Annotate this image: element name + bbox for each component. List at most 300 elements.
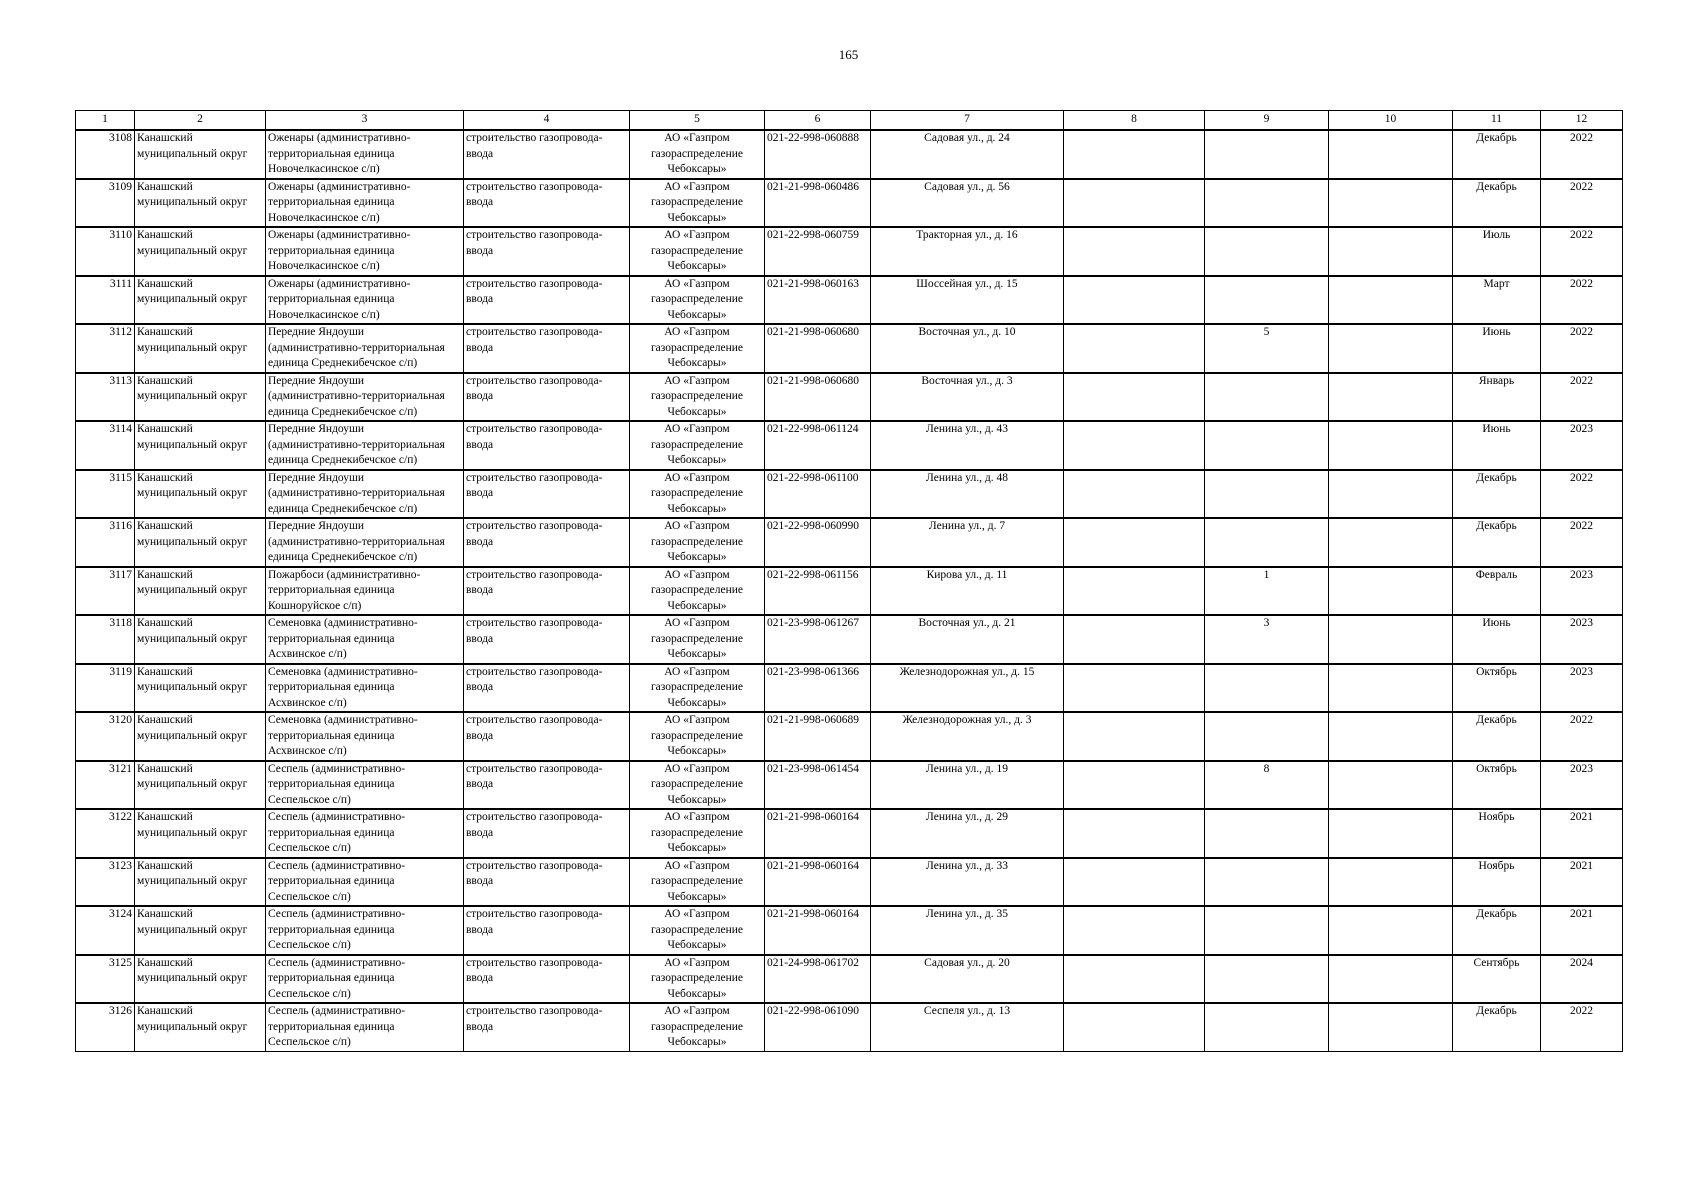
work-type-cell-line: строительство газопровода- [466,956,603,969]
column-header: 5 [630,111,765,131]
column-9-cell [1205,373,1329,422]
organization-cell-line: АО «Газпром [664,665,730,678]
settlement-cell-line: Оженары (административно- [268,180,411,193]
table-row [76,955,1623,1004]
column-10-cell [1329,518,1453,567]
organization-cell-line: АО «Газпром [664,714,730,726]
settlement-cell-line: Сеспель (административно- [268,762,406,775]
settlement-cell [266,712,464,761]
settlement-cell-line: Пожарбоси (административно- [268,568,421,581]
month-cell: Декабрь [1453,130,1541,179]
organization-cell-line: газораспределение [650,390,744,402]
settlement-cell-line: Сеспель (административно- [268,908,406,920]
settlement-cell-line: Сеспельское с/п) [268,1036,351,1048]
work-type-cell-line: строительство газопровода- [466,471,603,484]
work-type-cell-line: строительство газопровода- [466,714,603,726]
column-9-cell [1205,858,1329,907]
registry-code-cell: 021-21-998-060163 [765,276,871,325]
work-type-cell-line: ввода [466,826,494,839]
organization-cell [630,615,765,664]
district-cell-line: муниципальный округ [137,196,248,208]
address-cell: Восточная ул., д. 3 [871,373,1064,422]
table-row [76,227,1623,276]
organization-cell-line: Чебоксары» [667,987,727,1000]
column-9-cell [1205,955,1329,1004]
organization-cell [630,470,765,519]
work-type-cell-line: ввода [466,341,494,354]
district-cell [135,227,266,276]
district-cell-line: муниципальный округ [137,293,248,305]
district-cell-line: муниципальный округ [137,1020,248,1033]
address-cell: Садовая ул., д. 20 [871,955,1064,1004]
year-cell: 2022 [1541,1003,1623,1051]
organization-cell-line: АО «Газпром [664,617,730,629]
work-type-cell-line: ввода [466,244,494,257]
organization-cell-line: газораспределение [650,341,744,354]
address-cell: Ленина ул., д. 33 [871,858,1064,907]
column-8-cell [1064,858,1205,907]
organization-cell-line: Чебоксары» [667,357,727,369]
column-10-cell [1329,906,1453,955]
column-9-cell [1205,179,1329,228]
settlement-cell-line: Передние Яндоуши [268,374,364,387]
column-header: 6 [765,111,871,131]
settlement-cell-line: Сеспель (административно- [268,811,406,823]
registry-code-cell: 021-21-998-060164 [765,858,871,907]
district-cell-line: Канашский [137,811,193,823]
column-header: 12 [1541,111,1623,131]
organization-cell-line: газораспределение [650,438,744,451]
settlement-cell [266,421,464,470]
settlement-cell-line: (административно-территориальная [268,390,445,402]
settlement-cell-line: Асхвинское с/п) [268,745,347,757]
settlement-cell-line: (административно-территориальная [268,341,445,354]
work-type-cell-line: ввода [466,1020,494,1033]
year-cell: 2023 [1541,421,1623,470]
district-cell [135,712,266,761]
year-cell: 2023 [1541,761,1623,810]
settlement-cell-line: Оженары (административно- [268,132,411,144]
settlement-cell [266,761,464,810]
district-cell [135,567,266,616]
work-type-cell-line: строительство газопровода- [466,665,603,678]
column-8-cell [1064,324,1205,373]
settlement-cell-line: Передние Яндоуши [268,471,364,484]
column-8-cell [1064,664,1205,713]
address-cell: Садовая ул., д. 24 [871,130,1064,179]
month-cell: Ноябрь [1453,809,1541,858]
settlement-cell-line: территориальная единица [268,923,395,936]
district-cell [135,130,266,179]
column-8-cell [1064,518,1205,567]
registry-code-cell: 021-22-998-060759 [765,227,871,276]
registry-code-cell: 021-23-998-061366 [765,664,871,713]
settlement-cell-line: территориальная единица [268,778,395,790]
registry-code-cell: 021-22-998-061100 [765,470,871,519]
address-cell: Ленина ул., д. 7 [871,518,1064,567]
column-9-cell [1205,712,1329,761]
settlement-cell-line: Семеновка (административно- [268,714,418,726]
settlement-cell [266,227,464,276]
registry-code-cell: 021-21-998-060689 [765,712,871,761]
address-cell: Садовая ул., д. 56 [871,179,1064,228]
organization-cell-line: Чебоксары» [667,648,727,660]
organization-cell-line: АО «Газпром [664,859,730,872]
month-cell: Декабрь [1453,470,1541,519]
column-8-cell [1064,227,1205,276]
settlement-cell-line: территориальная единица [268,826,395,839]
district-cell [135,470,266,519]
address-cell: Ленина ул., д. 48 [871,470,1064,519]
settlement-cell-line: Семеновка (административно- [268,665,418,678]
column-9-cell [1205,276,1329,325]
page-number: 165 [838,47,859,62]
district-cell [135,1003,266,1051]
settlement-cell-line: единица Среднекибечское с/п) [268,551,418,563]
organization-cell-line: газораспределение [650,681,744,693]
district-cell-line: муниципальный округ [137,778,248,790]
organization-cell-line: АО «Газпром [664,229,730,241]
month-cell: Июнь [1453,324,1541,373]
month-cell: Январь [1453,373,1541,422]
registry-code-cell: 021-21-998-060164 [765,809,871,858]
year-cell: 2022 [1541,130,1623,179]
organization-cell-line: АО «Газпром [664,1005,730,1017]
table-row [76,809,1623,858]
work-type-cell-line: ввода [466,584,494,596]
work-type-cell [464,470,630,519]
row-number: 3111 [76,276,135,325]
work-type-cell [464,227,630,276]
organization-cell-line: газораспределение [650,729,744,742]
settlement-cell-line: Сеспельское с/п) [268,987,351,1000]
work-type-cell-line: строительство газопровода- [466,423,603,435]
row-number: 3116 [76,518,135,567]
registry-code-cell: 021-23-998-061454 [765,761,871,810]
organization-cell-line: газораспределение [650,1020,744,1033]
table-row [76,324,1623,373]
organization-cell [630,179,765,228]
work-type-cell-line: строительство газопровода- [466,1005,603,1017]
address-cell: Кирова ул., д. 11 [871,567,1064,616]
work-type-cell-line: ввода [466,632,494,645]
settlement-cell-line: (административно-территориальная [268,438,445,451]
settlement-cell [266,130,464,179]
organization-cell-line: АО «Газпром [664,762,730,775]
row-number: 3123 [76,858,135,907]
settlement-cell-line: территориальная единица [268,729,395,742]
column-header: 1 [76,111,135,131]
work-type-cell-line: ввода [466,390,494,402]
work-type-cell-line: строительство газопровода- [466,859,603,872]
organization-cell-line: АО «Газпром [664,956,730,969]
work-type-cell-line: строительство газопровода- [466,762,603,775]
work-type-cell-line: ввода [466,438,494,451]
table-row [76,130,1623,179]
district-cell [135,809,266,858]
district-cell-line: муниципальный округ [137,147,248,160]
registry-code-cell: 021-23-998-061267 [765,615,871,664]
column-9-cell [1205,906,1329,955]
column-8-cell [1064,276,1205,325]
organization-cell-line: газораспределение [650,923,744,936]
year-cell: 2022 [1541,276,1623,325]
district-cell-line: Канашский [137,277,193,290]
district-cell [135,761,266,810]
work-type-cell [464,324,630,373]
year-cell: 2024 [1541,955,1623,1004]
settlement-cell [266,276,464,325]
settlement-cell [266,664,464,713]
column-8-cell [1064,373,1205,422]
month-cell: Июнь [1453,615,1541,664]
month-cell: Декабрь [1453,179,1541,228]
month-cell: Октябрь [1453,664,1541,713]
organization-cell [630,809,765,858]
settlement-cell-line: Сеспельское с/п) [268,842,351,854]
district-cell-line: муниципальный округ [137,341,248,354]
district-cell-line: муниципальный округ [137,826,248,839]
year-cell: 2023 [1541,664,1623,713]
column-8-cell [1064,421,1205,470]
work-type-cell-line: строительство газопровода- [466,277,603,290]
settlement-cell-line: Сеспель (административно- [268,859,406,872]
organization-cell-line: газораспределение [650,196,744,208]
work-type-cell-line: ввода [466,535,494,548]
table-row [76,615,1623,664]
work-type-cell [464,567,630,616]
registry-table [75,110,1623,1052]
settlement-cell-line: территориальная единица [268,972,395,984]
district-cell-line: муниципальный округ [137,972,248,984]
address-cell: Ленина ул., д. 29 [871,809,1064,858]
work-type-cell [464,1003,630,1051]
organization-cell [630,858,765,907]
organization-cell [630,421,765,470]
work-type-cell-line: строительство газопровода- [466,520,603,532]
month-cell: Ноябрь [1453,858,1541,907]
settlement-cell-line: территориальная единица [268,584,395,596]
organization-cell-line: Чебоксары» [667,260,727,272]
month-cell: Декабрь [1453,906,1541,955]
column-header: 11 [1453,111,1541,131]
column-10-cell [1329,567,1453,616]
settlement-cell-line: территориальная единица [268,293,395,305]
organization-cell-line: АО «Газпром [664,568,730,581]
address-cell: Железнодорожная ул., д. 3 [871,712,1064,761]
column-10-cell [1329,1003,1453,1051]
organization-cell [630,518,765,567]
work-type-cell [464,615,630,664]
settlement-cell-line: Сеспель (административно- [268,956,406,969]
column-header: 10 [1329,111,1453,131]
column-9-cell [1205,809,1329,858]
settlement-cell [266,179,464,228]
district-cell-line: Канашский [137,665,193,678]
column-8-cell [1064,712,1205,761]
column-9-cell [1205,664,1329,713]
registry-code-cell: 021-22-998-061156 [765,567,871,616]
organization-cell-line: Чебоксары» [667,599,727,612]
work-type-cell-line: ввода [466,196,494,208]
settlement-cell-line: Асхвинское с/п) [268,696,347,709]
settlement-cell [266,955,464,1004]
column-8-cell [1064,955,1205,1004]
organization-cell-line: АО «Газпром [664,374,730,387]
settlement-cell-line: единица Среднекибечское с/п) [268,405,418,418]
organization-cell-line: газораспределение [650,826,744,839]
district-cell-line: Канашский [137,423,193,435]
column-8-cell [1064,615,1205,664]
year-cell: 2021 [1541,906,1623,955]
year-cell: 2021 [1541,858,1623,907]
address-cell: Восточная ул., д. 10 [871,324,1064,373]
organization-cell-line: АО «Газпром [664,277,730,290]
work-type-cell [464,179,630,228]
work-type-cell-line: строительство газопровода- [466,180,603,193]
settlement-cell-line: территориальная единица [268,875,395,887]
column-header: 9 [1205,111,1329,131]
organization-cell [630,373,765,422]
month-cell: Сентябрь [1453,955,1541,1004]
column-8-cell [1064,130,1205,179]
settlement-cell-line: территориальная единица [268,244,395,257]
organization-cell-line: Чебоксары» [667,745,727,757]
column-10-cell [1329,858,1453,907]
organization-cell [630,955,765,1004]
registry-code-cell: 021-24-998-061702 [765,955,871,1004]
district-cell-line: муниципальный округ [137,632,248,645]
organization-cell-line: Чебоксары» [667,405,727,418]
settlement-cell-line: (административно-территориальная [268,487,445,499]
column-8-cell [1064,1003,1205,1051]
address-cell: Ленина ул., д. 19 [871,761,1064,810]
district-cell [135,373,266,422]
work-type-cell [464,276,630,325]
work-type-cell-line: ввода [466,875,494,887]
month-cell: Март [1453,276,1541,325]
address-cell: Шоссейная ул., д. 15 [871,276,1064,325]
address-cell: Железнодорожная ул., д. 15 [871,664,1064,713]
column-10-cell [1329,373,1453,422]
organization-cell [630,761,765,810]
registry-code-cell: 021-21-998-060680 [765,324,871,373]
column-9-cell [1205,421,1329,470]
row-number: 3118 [76,615,135,664]
column-9-cell: 3 [1205,615,1329,664]
district-cell-line: муниципальный округ [137,438,248,451]
settlement-cell-line: Кошноруйское с/п) [268,599,362,612]
organization-cell-line: газораспределение [650,972,744,984]
work-type-cell-line: строительство газопровода- [466,908,603,920]
settlement-cell [266,470,464,519]
registry-code-cell: 021-22-998-061090 [765,1003,871,1051]
table-row [76,421,1623,470]
district-cell-line: Канашский [137,326,193,338]
district-cell [135,615,266,664]
month-cell: Декабрь [1453,712,1541,761]
settlement-cell-line: Новочелкасинское с/п) [268,211,380,224]
column-header: 4 [464,111,630,131]
table-row [76,518,1623,567]
row-number: 3109 [76,179,135,228]
work-type-cell [464,906,630,955]
organization-cell-line: Чебоксары» [667,842,727,854]
organization-cell-line: АО «Газпром [664,132,730,144]
organization-cell-line: газораспределение [650,535,744,548]
column-8-cell [1064,470,1205,519]
column-10-cell [1329,324,1453,373]
organization-cell-line: газораспределение [650,487,744,499]
registry-code-cell: 021-21-998-060164 [765,906,871,955]
organization-cell-line: газораспределение [650,778,744,790]
work-type-cell-line: ввода [466,972,494,984]
settlement-cell-line: Семеновка (административно- [268,617,418,629]
organization-cell [630,227,765,276]
year-cell: 2022 [1541,712,1623,761]
row-number: 3125 [76,955,135,1004]
organization-cell-line: Чебоксары» [667,308,727,321]
work-type-cell-line: строительство газопровода- [466,811,603,823]
address-cell: Восточная ул., д. 21 [871,615,1064,664]
settlement-cell-line: Оженары (административно- [268,277,411,290]
district-cell-line: Канашский [137,617,193,629]
organization-cell-line: Чебоксары» [667,696,727,709]
district-cell [135,906,266,955]
settlement-cell [266,809,464,858]
column-10-cell [1329,761,1453,810]
district-cell [135,858,266,907]
organization-cell-line: АО «Газпром [664,471,730,484]
month-cell: Декабрь [1453,518,1541,567]
work-type-cell-line: ввода [466,147,494,160]
column-8-cell [1064,761,1205,810]
district-cell-line: муниципальный округ [137,923,248,936]
organization-cell-line: газораспределение [650,875,744,887]
row-number: 3121 [76,761,135,810]
column-9-cell [1205,470,1329,519]
month-cell: Октябрь [1453,761,1541,810]
table-row [76,712,1623,761]
table-row [76,664,1623,713]
organization-cell-line: АО «Газпром [664,520,730,532]
organization-cell [630,712,765,761]
organization-cell-line: Чебоксары» [667,793,727,806]
column-number-row [76,111,1623,131]
year-cell: 2023 [1541,567,1623,616]
column-10-cell [1329,615,1453,664]
organization-cell-line: газораспределение [650,584,744,596]
table-row [76,276,1623,325]
organization-cell-line: АО «Газпром [664,811,730,823]
column-10-cell [1329,130,1453,179]
row-number: 3110 [76,227,135,276]
work-type-cell-line: ввода [466,487,494,499]
organization-cell-line: АО «Газпром [664,326,730,338]
settlement-cell [266,906,464,955]
column-header: 2 [135,111,266,131]
organization-cell-line: Чебоксары» [667,502,727,515]
settlement-cell [266,858,464,907]
column-9-cell: 1 [1205,567,1329,616]
column-10-cell [1329,712,1453,761]
organization-cell-line: Чебоксары» [667,551,727,563]
district-cell-line: Канашский [137,520,193,532]
work-type-cell [464,130,630,179]
work-type-cell [464,809,630,858]
settlement-cell-line: Передние Яндоуши [268,520,364,532]
settlement-cell [266,1003,464,1051]
